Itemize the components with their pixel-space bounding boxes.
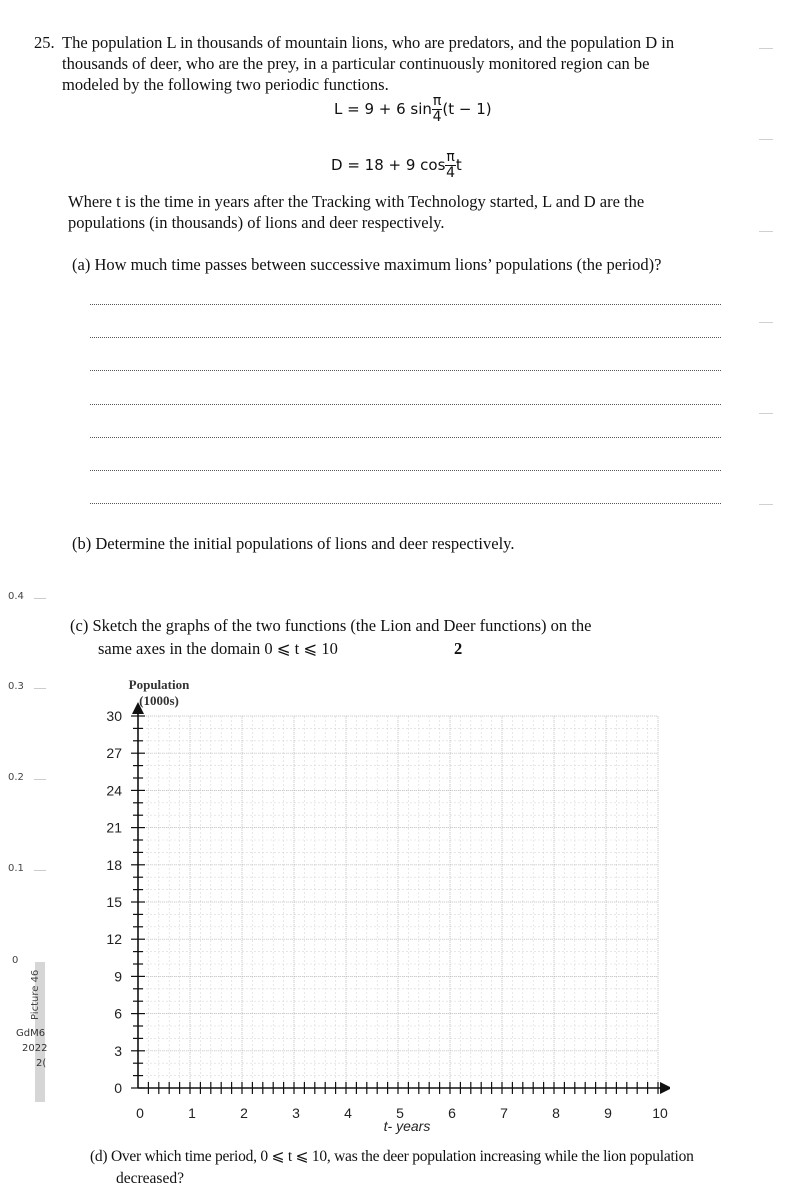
eq-l-den: 4 [432,109,442,125]
blank-graph-grid[interactable] [90,670,670,1140]
x-tick-label: 2 [240,1105,248,1121]
y-tick-label: 30 [106,708,122,724]
y-axis-title-1: Population [128,677,190,692]
ruler-tick [34,598,46,599]
equation-lions [334,94,492,125]
eq-l-num: π [432,93,442,109]
where-line-1: Where t is the time in years after the Tracking with Technology started, L and D are the [68,192,645,211]
y-tick-label: 9 [114,968,122,985]
x-axis-arrow-icon [660,1082,670,1094]
y-tick-labels [106,708,122,1096]
x-tick-label: 8 [552,1105,560,1121]
right-margin-tick [759,413,773,414]
question-number: 25. [34,33,55,52]
answer-line[interactable] [90,337,721,338]
y-axis-title-2: (1000s) [139,693,179,708]
ruler-tick [34,688,46,689]
ruler-tick [34,870,46,871]
x-tick-label: 4 [344,1105,352,1121]
y-tick-label: 24 [106,782,122,799]
x-axis-title: t- years [383,1118,431,1134]
x-tick-label: 10 [652,1105,668,1121]
y-tick-label: 27 [106,745,122,762]
eq-d-left: D = 18 + 9 cos [331,156,446,174]
eq-d-num: π [446,149,455,165]
eq-d-fraction [445,150,455,181]
margin-fragment-2: 2022 [22,1043,48,1054]
part-c-marks: 2 [454,639,463,658]
right-margin-tick [759,231,773,232]
eq-d-den: 4 [446,165,456,181]
ruler-label-02: 0.2 [8,772,24,783]
part-d-line-2: decreased? [116,1170,184,1187]
eq-l-right: (t − 1) [442,100,492,118]
y-tick-label: 21 [106,819,122,836]
y-tick-label: 15 [106,894,122,910]
answer-line[interactable] [90,304,721,305]
right-margin-tick [759,139,773,140]
part-b-question: (b) Determine the initial populations of lions and deer respectively. [72,534,515,553]
margin-fragment-1: GdM6 [16,1028,46,1039]
eq-l-fraction [432,94,442,125]
ruler-label-0: 0 [12,955,19,966]
grid-major-lines [138,716,658,1088]
right-margin-tick [759,504,773,505]
right-margin-tick [759,322,773,323]
x-tick-label: 7 [500,1105,508,1121]
part-a-question: (a) How much time passes between successive maximum lions’ populations (the period)? [72,255,662,274]
x-tick-label: 1 [188,1105,196,1121]
part-d-line-1: (d) Over which time period, 0 ⩽ t ⩽ 10, was the deer population increasing while the lion population [90,1148,694,1165]
intro-line-1: The population L in thousands of mountain lions, who are predators, and the population D in [62,33,675,52]
answer-line[interactable] [90,470,721,471]
y-tick-label: 12 [106,931,122,948]
y-tick-label: 18 [106,856,122,873]
part-c-line-1: (c) Sketch the graphs of the two functions (the Lion and Deer functions) on the [70,616,592,635]
intro-line-2: thousands of deer, who are the prey, in a particular continuously monitored region can be [62,54,650,73]
answer-line[interactable] [90,437,721,438]
margin-fragment-3: 2( [36,1058,47,1069]
ruler-label-01: 0.1 [8,863,24,874]
x-tick-label: 9 [604,1105,612,1121]
intro-line-3: modeled by the following two periodic functions. [62,75,389,94]
y-tick-label: 0 [114,1080,122,1096]
eq-l-left: L = 9 + 6 sin [334,100,432,118]
y-tick-label: 6 [114,1005,122,1022]
rotated-picture-label: Picture 46 [30,969,41,1020]
graph-axes [131,702,670,1094]
eq-d-right: t [455,156,462,174]
x-tick-label: 6 [448,1105,456,1121]
part-c-line-2: same axes in the domain 0 ⩽ t ⩽ 10 [98,639,338,658]
ruler-label-03: 0.3 [8,681,24,692]
ruler-label-04: 0.4 [8,591,24,602]
answer-line[interactable] [90,503,721,504]
ruler-tick [34,779,46,780]
y-tick-label: 3 [114,1042,122,1059]
x-tick-label: 0 [136,1105,144,1121]
equation-deer [331,150,462,181]
x-tick-label: 5 [396,1105,404,1121]
answer-line[interactable] [90,370,721,371]
right-margin-tick [759,48,773,49]
where-line-2: populations (in thousands) of lions and deer respectively. [68,213,445,232]
answer-line[interactable] [90,404,721,405]
x-tick-label: 3 [292,1105,300,1121]
